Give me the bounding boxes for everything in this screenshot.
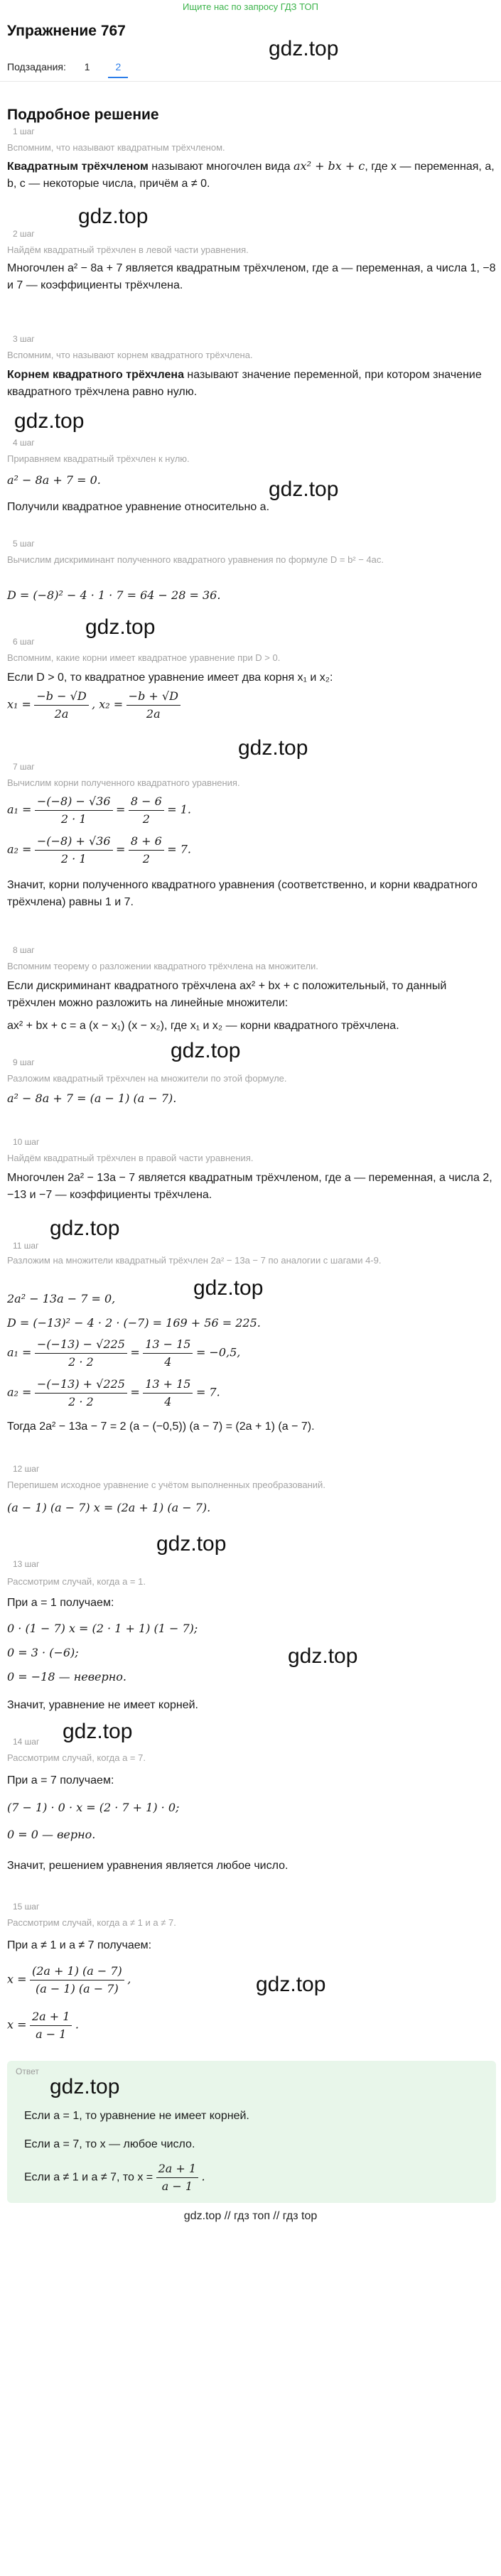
- numerator: −(−8) + √36: [35, 833, 113, 851]
- math-text: a₂ =: [7, 842, 32, 856]
- fraction: [35, 1376, 127, 1411]
- watermark: gdz.top: [14, 409, 85, 433]
- math-text: , x₂ =: [92, 697, 124, 711]
- step-text: Значит, решением уравнения является любое число.: [7, 1860, 289, 1872]
- equation: 0 = 3 · (−6);: [7, 1646, 79, 1659]
- step-label: 12 шаг: [13, 1464, 40, 1474]
- step-label: 6 шаг: [13, 637, 35, 647]
- equation: 0 = 0 — верно.: [7, 1828, 96, 1841]
- equation: 0 · (1 − 7) x = (2 · 1 + 1) (1 − 7);: [7, 1622, 198, 1635]
- denominator: 2: [142, 852, 150, 866]
- root-a1: [7, 793, 497, 828]
- text-part: , где x — переменная, a, b, c — некоторые числа, причём a ≠ 0.: [7, 161, 495, 190]
- numerator: 8 − 6: [129, 793, 164, 811]
- tabs-divider: [0, 81, 501, 82]
- fraction: [129, 793, 164, 828]
- answer-line: Если a = 7, то x — любое число.: [24, 2138, 195, 2150]
- math-text: .: [75, 2017, 79, 2032]
- numerator: 13 − 15: [143, 1336, 193, 1354]
- term-bold: Квадратным трёхчленом: [7, 161, 149, 173]
- step-text: Тогда 2a² − 13a − 7 = 2 (a − (−0,5)) (a − 7) = (2a + 1) (a − 7).: [7, 1421, 315, 1433]
- top-banner[interactable]: Ищите нас по запросу ГДЗ ТОП: [183, 1, 318, 12]
- denominator: 2a: [54, 707, 69, 721]
- math-text: =: [115, 802, 126, 817]
- denominator: 2 · 2: [68, 1355, 94, 1369]
- denominator: 2: [142, 812, 150, 826]
- step-text: Значит, корни полученного квадратного уравнения (соответственно, и корни квадратного трёхчлена) равны 1 и 7.: [7, 879, 478, 908]
- equation: a² − 8a + 7 = 0.: [7, 473, 101, 487]
- math-text: .: [201, 2170, 205, 2184]
- equation: 0 = −18 — неверно.: [7, 1670, 126, 1683]
- denominator: 2 · 2: [68, 1395, 94, 1408]
- step-label: 13 шаг: [13, 1559, 40, 1569]
- watermark: gdz.top: [78, 205, 149, 228]
- answer-line: [24, 2160, 479, 2195]
- numerator: 8 + 6: [129, 833, 164, 851]
- footer-links[interactable]: gdz.top // гдз топ // гдз top: [183, 2210, 318, 2222]
- math-text: =: [115, 842, 126, 856]
- fraction: [126, 688, 181, 723]
- watermark: gdz.top: [269, 478, 339, 501]
- step-hint: Разложим на множители квадратный трёхчлен 2a² − 13a − 7 по аналогии с шагами 4-9.: [7, 1255, 382, 1266]
- math-text: a₂ =: [7, 1385, 32, 1399]
- fraction: [35, 1336, 127, 1371]
- denominator: (a − 1) (a − 7): [36, 1982, 119, 1995]
- step-label: 7 шаг: [13, 762, 35, 772]
- watermark: gdz.top: [50, 1217, 120, 1240]
- step-hint: Рассмотрим случай, когда a = 7.: [7, 1752, 146, 1763]
- math-text: ,: [127, 1972, 131, 1986]
- numerator: 2a + 1: [30, 2008, 72, 2026]
- math-text: = 7.: [167, 842, 191, 856]
- fraction: [35, 793, 113, 828]
- step-text: Значит, уравнение не имеет корней.: [7, 1699, 198, 1711]
- step-text: Получили квадратное уравнение относительно a.: [7, 501, 270, 513]
- fraction: [35, 833, 113, 868]
- root-a2: [7, 833, 497, 868]
- step-label: 2 шаг: [13, 229, 35, 239]
- numerator: −(−13) − √225: [35, 1336, 127, 1354]
- step-hint: Вспомним, что называют квадратным трёхчленом.: [7, 142, 225, 153]
- denominator: 4: [164, 1395, 172, 1408]
- denominator: a − 1: [36, 2027, 67, 2041]
- x-expression-1: [7, 1963, 497, 1998]
- root-a1: [7, 1336, 497, 1371]
- page-title: Упражнение 767: [7, 23, 126, 39]
- numerator: −(−8) − √36: [35, 793, 113, 811]
- step-hint: Перепишем исходное уравнение с учётом выполненных преобразований.: [7, 1480, 325, 1490]
- step-hint: Вспомним теорему о разложении квадратного трёхчлена на множители.: [7, 961, 318, 971]
- subtask-tab-2[interactable]: 2: [108, 61, 128, 78]
- math-text: = 1.: [167, 802, 191, 817]
- step-hint: Рассмотрим случай, когда a ≠ 1 и a ≠ 7.: [7, 1917, 176, 1928]
- step-hint: Разложим квадратный трёхчлен на множители по этой формуле.: [7, 1073, 287, 1084]
- step-label: 14 шаг: [13, 1737, 40, 1747]
- step-label: 11 шаг: [13, 1241, 39, 1251]
- step-hint: Вычислим корни полученного квадратного уравнения.: [7, 777, 240, 788]
- math-text: =: [130, 1345, 140, 1359]
- watermark: gdz.top: [238, 736, 308, 760]
- step-hint: Вычислим дискриминант полученного квадратного уравнения по формуле D = b² − 4ac.: [7, 554, 384, 565]
- math-text: x₁ =: [7, 697, 31, 711]
- step-text: При a = 7 получаем:: [7, 1774, 114, 1787]
- subtask-tab-1[interactable]: 1: [84, 61, 90, 72]
- term-bold: Корнем квадратного трёхчлена: [7, 369, 184, 381]
- math-text: a₁ =: [7, 802, 32, 817]
- numerator: −b + √D: [126, 688, 181, 706]
- step-label: 1 шаг: [13, 126, 35, 136]
- watermark: gdz.top: [256, 1973, 326, 1996]
- step-text: Многочлен 2a² − 13a − 7 является квадратным трёхчленом, где a — переменная, а числа 2, −13 и −7 — коэффициенты трёхчлена.: [7, 1172, 492, 1201]
- step-text: При a ≠ 1 и a ≠ 7 получаем:: [7, 1939, 152, 1951]
- step-hint: Найдём квадратный трёхчлен в левой части уравнения.: [7, 244, 249, 255]
- denominator: 2a: [146, 707, 161, 721]
- formula: ax² + bx + c: [293, 159, 365, 173]
- denominator: 2 · 1: [60, 812, 87, 826]
- equation: ax² + bx + c = a (x − x₁) (x − x₂), где x₁ и x₂ — корни квадратного трёхчлена.: [7, 1020, 399, 1032]
- watermark: gdz.top: [288, 1644, 358, 1668]
- numerator: 13 + 15: [143, 1376, 193, 1394]
- step-hint: Приравняем квадратный трёхчлен к нулю.: [7, 453, 190, 464]
- denominator: a − 1: [161, 2179, 193, 2193]
- math-text: a₁ =: [7, 1345, 32, 1359]
- fraction: [30, 2008, 72, 2043]
- step-text: Если D > 0, то квадратное уравнение имеет два корня x₁ и x₂:: [7, 672, 333, 684]
- step-hint: Вспомним, что называют корнем квадратного трёхчлена.: [7, 350, 253, 360]
- watermark: gdz.top: [63, 1720, 133, 1743]
- step-text: Если дискриминант квадратного трёхчлена ax² + bx + c положительный, то данный трёхчлен можно разложить на линейные множители:: [7, 980, 447, 1009]
- watermark: gdz.top: [171, 1039, 241, 1062]
- fraction: [156, 2160, 198, 2195]
- math-text: =: [130, 1385, 140, 1399]
- fraction: [143, 1376, 193, 1411]
- step-label: 10 шаг: [13, 1137, 40, 1147]
- watermark: gdz.top: [193, 1276, 264, 1300]
- math-text: x =: [7, 2017, 27, 2032]
- step-text: Многочлен a² − 8a + 7 является квадратным трёхчленом, где a — переменная, а числа 1, −8 и 7 — коэффициенты трёхчлена.: [7, 262, 496, 291]
- equation: D = (−13)² − 4 · 2 · (−7) = 169 + 56 = 225.: [7, 1316, 261, 1330]
- x-expression-2: [7, 2008, 497, 2043]
- step-label: 4 шаг: [13, 438, 35, 448]
- solution-title: Подробное решение: [7, 107, 159, 123]
- watermark: gdz.top: [156, 1532, 227, 1556]
- step-text: При a = 1 получаем:: [7, 1597, 114, 1609]
- watermark: gdz.top: [85, 615, 156, 639]
- math-text: = 7.: [195, 1385, 220, 1399]
- step-label: 3 шаг: [13, 334, 35, 344]
- text-part: Если a ≠ 1 и a ≠ 7, то x =: [24, 2171, 153, 2184]
- watermark: gdz.top: [269, 37, 339, 60]
- text-part: называют многочлен вида: [148, 161, 293, 173]
- step-label: 9 шаг: [13, 1057, 35, 1067]
- step-hint: Вспомним, какие корни имеет квадратное уравнение при D > 0.: [7, 652, 281, 663]
- fraction: [34, 688, 88, 723]
- step-text: [7, 367, 497, 401]
- fraction: [30, 1963, 124, 1998]
- numerator: −(−13) + √225: [35, 1376, 127, 1394]
- equation: a² − 8a + 7 = (a − 1) (a − 7).: [7, 1092, 177, 1105]
- fraction: [143, 1336, 193, 1371]
- answer-label: Ответ: [16, 2066, 39, 2076]
- equation: (a − 1) (a − 7) x = (2a + 1) (a − 7).: [7, 1501, 211, 1514]
- fraction: [129, 833, 164, 868]
- math-text: x =: [7, 1972, 27, 1986]
- step-label: 8 шаг: [13, 945, 35, 955]
- denominator: 2 · 1: [60, 852, 87, 866]
- step-label: 5 шаг: [13, 539, 35, 549]
- subtasks: [7, 61, 144, 72]
- step-hint: Рассмотрим случай, когда a = 1.: [7, 1576, 146, 1587]
- step-text: [7, 158, 497, 193]
- roots-formula: [7, 688, 497, 723]
- answer-line: Если a = 1, то уравнение не имеет корней.: [24, 2110, 249, 2122]
- text-part: называют значение переменной, при котором значение квадратного трёхчлена равно нулю.: [7, 369, 482, 398]
- math-text: = −0,5,: [195, 1345, 241, 1359]
- root-a2: [7, 1376, 497, 1411]
- equation: (7 − 1) · 0 · x = (2 · 7 + 1) · 0;: [7, 1801, 180, 1814]
- denominator: 4: [164, 1355, 172, 1369]
- numerator: (2a + 1) (a − 7): [30, 1963, 124, 1980]
- equation: 2a² − 13a − 7 = 0,: [7, 1292, 116, 1305]
- numerator: 2a + 1: [156, 2160, 198, 2178]
- step-label: 15 шаг: [13, 1902, 40, 1912]
- subtasks-label: Подзадания:: [7, 61, 66, 72]
- watermark: gdz.top: [50, 2075, 120, 2098]
- equation: D = (−8)² − 4 · 1 · 7 = 64 − 28 = 36.: [7, 588, 221, 602]
- step-hint: Найдём квадратный трёхчлен в правой части уравнения.: [7, 1153, 254, 1163]
- numerator: −b − √D: [34, 688, 88, 706]
